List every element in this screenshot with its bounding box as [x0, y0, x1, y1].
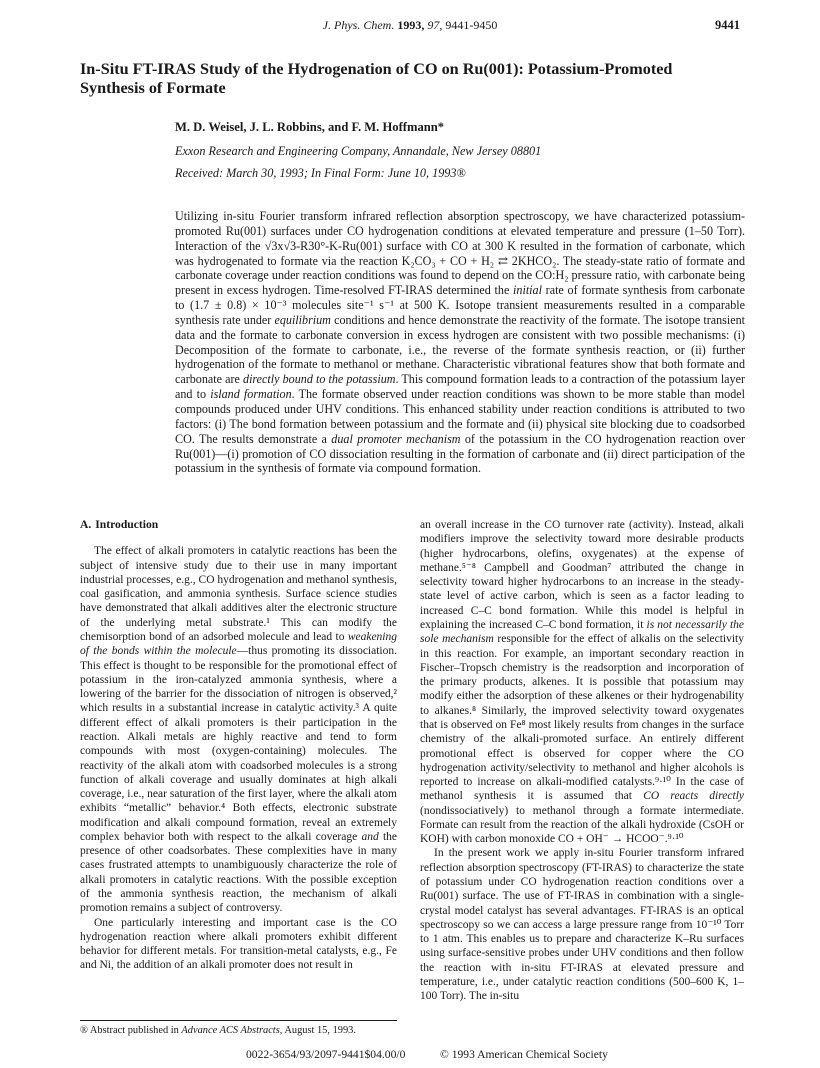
footnote-source: Advance ACS Abstracts,: [181, 1025, 283, 1036]
copyright-notice: © 1993 American Chemical Society: [440, 1048, 608, 1061]
right-column: [420, 518, 744, 1004]
footnote-mark: ®: [80, 1025, 88, 1036]
journal-name: J. Phys. Chem.: [322, 18, 395, 32]
intro-emph-not-sole: is not necessarily the sole mechanism: [420, 618, 745, 646]
article-title: In-Situ FT-IRAS Study of the Hydrogenation of CO on Ru(001): Potassium-Promoted Synthesis of Formate: [80, 60, 673, 97]
intro-emph-and: and: [361, 830, 379, 843]
running-head: [80, 18, 740, 36]
abstract-emph-dual: dual promoter mechanism: [331, 431, 461, 446]
footnote-rule: [80, 1020, 397, 1021]
page-number: 9441: [715, 18, 740, 32]
abstract-text-4: . This compound formation leads to a contraction of the potassium layer and to: [175, 372, 745, 402]
intro-emph-co-reacts: CO reacts directly: [643, 790, 744, 803]
abstract-emph-initial: initial: [513, 283, 542, 298]
footnote: [80, 1025, 397, 1036]
received-dates: Received: March 30, 1993; In Final Form: June 10, 1993®: [175, 166, 466, 180]
abstract-text-2: rate of formate synthesis from carbonate to (1.7 ± 0.8) × 10⁻³ molecules site⁻¹ s⁻¹ at 500 K. Isotope transient measurements resulted in a comparable synthesis rate under: [175, 283, 745, 327]
journal-volume: 97,: [427, 18, 443, 32]
intro-paragraph-4: In the present work we apply in-situ Fourier transform infrared reflection absorption spectroscopy (FT-IRAS) to characterize the state of potassium under CO hydrogenation reaction conditions over a Ru(001) surface. The use of FT-IRAS in combination with a single-crystal model catalyst has several advantages. FT-IRAS is an optical spectroscopy so we can access a large pressure range from 10⁻¹⁰ Torr to 1 atm. This enables us to prepare and characterize K–Ru surfaces using surface-sensitive probes under UHV conditions and then follow the reaction with in-situ FT-IRAS at elevated pressure and temperature, i.e., under catalytic reaction conditions (500–600 K, 1–100 Torr). The in-situ: [420, 847, 744, 1003]
left-column: [80, 518, 397, 973]
intro-paragraph-1: [80, 544, 397, 915]
journal-pages: 9441-9450: [445, 18, 498, 32]
section-title: Introduction: [95, 518, 159, 531]
abstract-text-5: . The formate observed under reaction conditions was shown to be more stable than model compounds produced under UHV conditions. This enhanced stability under reaction conditions is attributed to two factors: (i) The bond formation between potassium and the formate and (ii) physical site blocking due to coadsorbed CO. The results demonstrate a: [175, 387, 745, 446]
intro-emph-weakening: weakening of the bonds within the molecule: [80, 630, 397, 658]
affiliation: Exxon Research and Engineering Company, Annandale, New Jersey 08801: [175, 144, 542, 158]
journal-citation: [80, 18, 740, 33]
abstract-text-6: of the potassium in the CO hydrogenation reaction over Ru(001)—(i) promotion of CO dissociation resulting in the formation of carbonate and (ii) direct participation of the potassium in the synthesis of formate via compound formation.: [175, 431, 745, 476]
abstract-emph-bound: directly bound to the potassium: [243, 372, 396, 387]
journal-year: 1993,: [397, 18, 425, 32]
abstract-emph-equilibrium: equilibrium: [274, 312, 331, 327]
author-list: M. D. Weisel, J. L. Robbins, and F. M. Hoffmann*: [175, 120, 445, 134]
intro-text-1a: The effect of alkali promoters in catalytic reactions has been the subject of intensive study due to their use in many important industrial processes, e.g., CO hydrogenation and methanol synthesis, coal gasification, and ammonia synthesis. Surface science studies have demonstrated that alkali additives alter the electronic structure of the underlying metal substrate.¹ This can modify the chemisorption bond of an adsorbed molecule and lead to: [80, 545, 397, 643]
footnote-text: Abstract published in: [87, 1025, 182, 1036]
intro-paragraph-2: One particularly interesting and important case is the CO hydrogenation reaction where alkali promoters exhibit different behavior for different metals. For transition-metal catalysts, e.g., Fe and Ni, the addition of an alkali promoter does not result in: [80, 916, 397, 972]
abstract-text-1: Utilizing in-situ Fourier transform infrared reflection absorption spectroscopy, we have characterized potassium-promoted Ru(001) surfaces under CO hydrogenation conditions at elevated temperature and pressure (1–50 Torr). Interaction of the √3x√3-R30°-K-Ru(001) surface with CO at 300 K resulted in the formation of carbonate, which was hydrogenated to formate via the reaction K₂CO₃ + CO + H₂ ⇄ 2KHCO₂. The steady-state ratio of formate and carbonate coverage under reaction conditions was found to depend on the CO:H₂ pressure ratio, with carbonate being present in excess hydrogen. Time-resolved FT-IRAS determined the: [175, 209, 745, 298]
issn-code: 0022-3654/93/2097-9441$04.00/0: [246, 1048, 406, 1061]
intro-text-1e: the presence of other coadsorbates. These complexities have in many cases frustrated attempts to unambiguously characterize the role of alkali promoters in catalytic reactions. With the possible exception of the ammonia synthesis reaction, the mechanism of alkali promotion remains a subject of controversy.: [80, 830, 397, 915]
section-number: A.: [80, 518, 92, 531]
footnote-date: August 15, 1993.: [282, 1025, 356, 1036]
section-heading: [80, 518, 397, 532]
intro-text-r1c: responsible for the effect of alkalis on the selectivity in this reaction. For example, an important secondary reaction in Fischer–Tropsch chemistry is the readsorption and incorporation of the primary products, alkenes. It is possible that potassium may modify either the adsorption of these alkenes or their hydrogenability to alkanes.⁸ Similarly, the improved selectivity toward oxygenates that is observed on Fe⁸ most likely results from changes in the surface chemistry of the alkali-promoted surface. An entirely different promotional effect is observed for copper where the CO hydrogenation activity/selectivity to methanol and higher alcohols is reported to increase on alkali-modified catalysts.⁹·¹⁰ In the case of methanol synthesis it is assumed that: [420, 633, 745, 803]
intro-text-1c: —thus promoting its dissociation. This effect is thought to be responsible for the promotional effect of potassium in the iron-catalyzed ammonia synthesis, where a lowering of the barrier for the dissociation of nitrogen is observed,² which results in a substantial increase in catalytic activity.³ A quite different effect of alkali promoters is their participation in the reaction. Alkali metals are highly reactive and tend to form compounds with most (oxygen-containing) molecules. The reactivity of the alkali atom with coadsorbed molecules is a strong function of alkali coverage and usually dominates at high alkali coverage, i.e., near saturation of the first layer, where the alkali atom exhibits “metallic” behavior.⁴ Both effects, electronic substrate modification and alkali compound formation, reveal an extremely complex behavior both with respect to the alkali coverage: [80, 645, 397, 843]
abstract-text-3: conditions and hence demonstrate the reactivity of the formate. The isotope transient data and the formate to carbonate conversion in excess hydrogen are consistent with two possible mechanisms: (i) Decomposition of the formate to carbonate, i.e., the reverse of the formate synthesis reaction, or (ii) further hydrogenation of the formate to methanol or methane. Characteristic vibrational features show that both formate and carbonate are: [175, 312, 746, 387]
intro-text-r1a: an overall increase in the CO turnover rate (activity). Instead, alkali modifiers improve the selectivity toward more desirable products (higher hydrocarbons, olefins, oxygenates) at the expense of methane.⁵⁻⁸ Campbell and Goodman⁷ attributed the change in selectivity toward higher hydrocarbons to an increase in the steady-state level of active carbon, which is seen as a factor leading to increased C–C bond formation. While this model is helpful in explaining the increased C–C bond formation, it: [420, 519, 744, 631]
abstract: [175, 209, 745, 476]
intro-paragraph-3: [420, 518, 744, 846]
abstract-emph-island: island formation: [210, 387, 292, 402]
intro-text-r1e: (nondissociatively) to methanol through a formate intermediate. Formate can result from the reaction of the alkali hydroxide (CsOH or KOH) with carbon monoxide CO + OH⁻ → HCOO⁻.⁹·¹⁰: [420, 804, 744, 846]
